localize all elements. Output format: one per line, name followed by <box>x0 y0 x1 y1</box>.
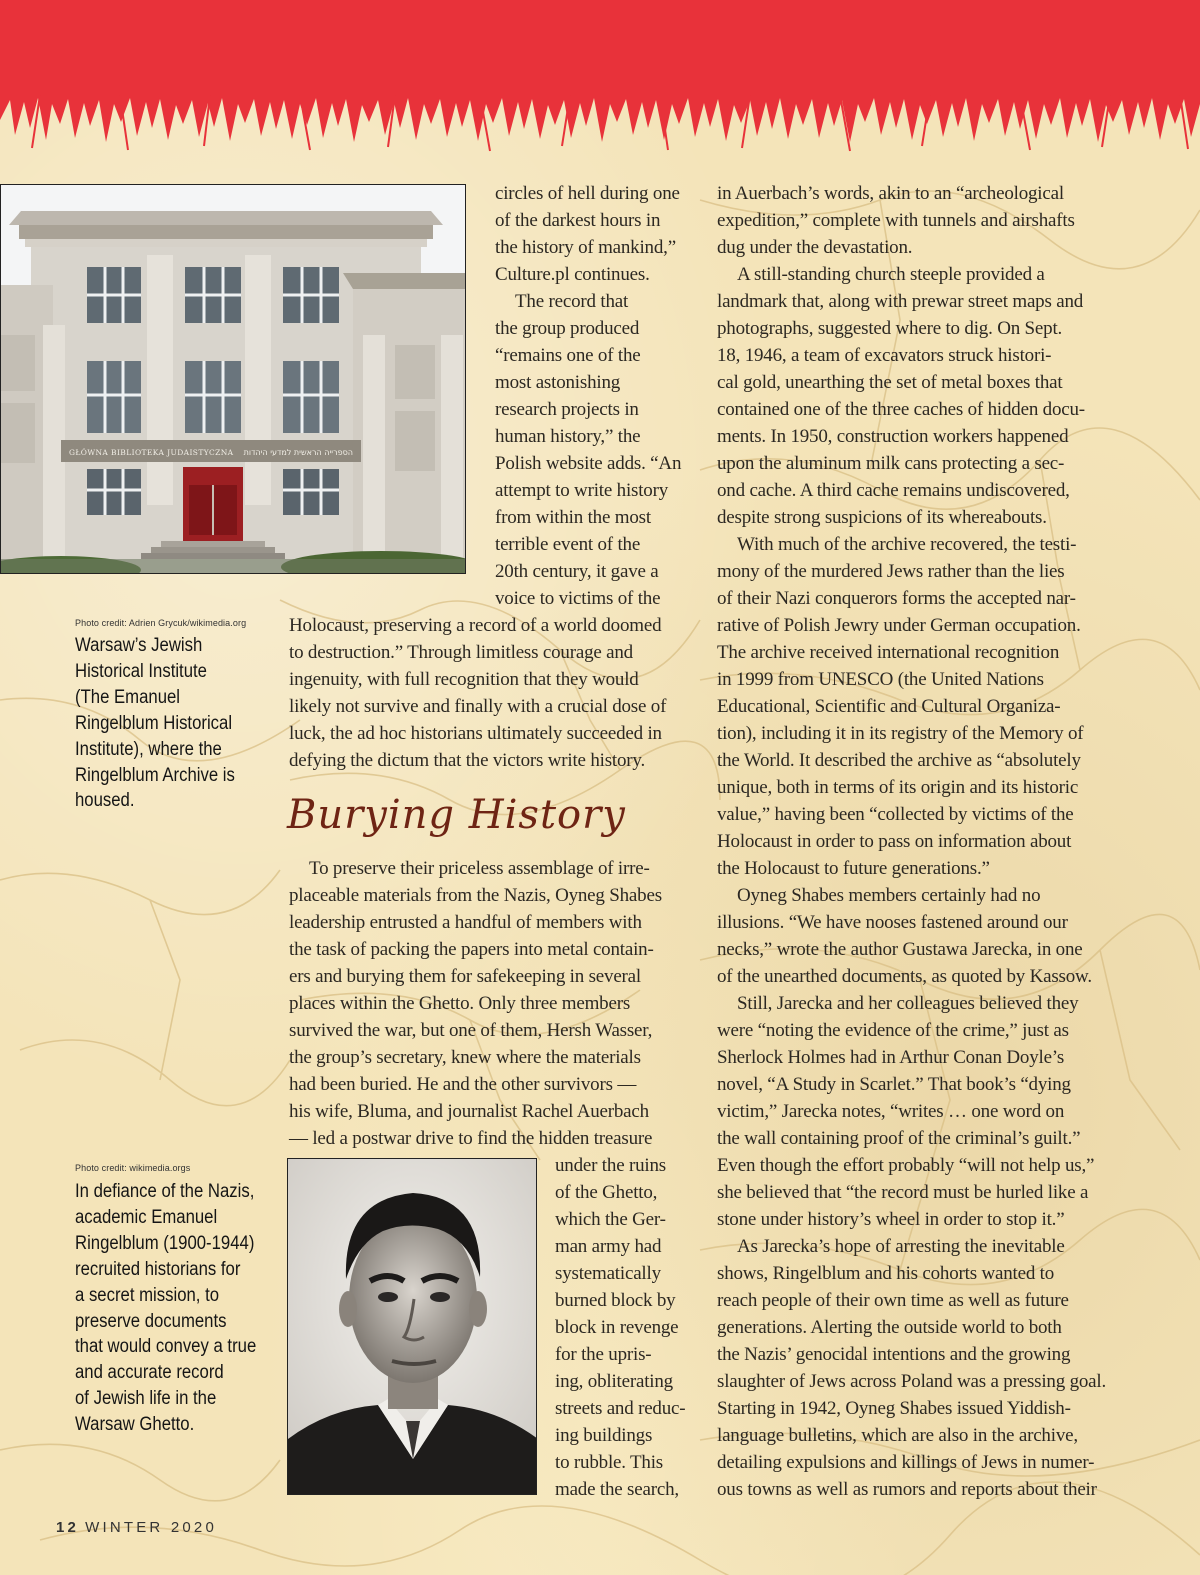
text-line: ments. In 1950, construction workers happened <box>717 426 1069 447</box>
column2-top-text <box>495 180 681 612</box>
text-line: most astonishing <box>495 372 621 393</box>
text-line: Holocaust, preserving a record of a world doomed <box>289 615 662 636</box>
text-line: landmark that, along with prewar street maps and <box>717 291 1084 312</box>
caption-line: housed. <box>75 790 135 812</box>
building-sign-hebrew: הספרייה הראשית למדעי היהדות <box>243 448 353 457</box>
text-line: leadership entrusted a handful of members with <box>289 912 642 933</box>
text-line: Oyneg Shabes members certainly had no <box>737 885 1041 906</box>
column3-text <box>717 180 1106 1503</box>
text-line: Holocaust in order to pass on information about <box>717 831 1072 852</box>
text-line: “remains one of the <box>495 345 641 366</box>
page-number: 12 <box>56 1519 80 1536</box>
text-line: 18, 1946, a team of excavators struck histori- <box>717 345 1052 366</box>
text-line: Educational, Scientific and Cultural Organiza- <box>717 696 1061 717</box>
text-line: Polish website adds. “An <box>495 453 682 474</box>
caption-line: Warsaw Ghetto. <box>75 1414 195 1436</box>
text-line: luck, the ad hoc historians ultimately succeeded in <box>289 723 662 744</box>
caption-line: preserve documents <box>75 1310 227 1332</box>
text-line: burned block by <box>555 1290 676 1311</box>
text-line: human history,” the <box>495 426 641 447</box>
text-line: for the upris- <box>555 1344 652 1365</box>
text-line: his wife, Bluma, and journalist Rachel Auerbach <box>289 1101 649 1122</box>
text-line: the task of packing the papers into metal contain- <box>289 939 654 960</box>
text-line: value,” having been “collected by victims of the <box>717 804 1074 825</box>
text-line: As Jarecka’s hope of arresting the inevitable <box>737 1236 1065 1257</box>
caption-institute <box>75 633 251 814</box>
caption-line: In defiance of the Nazis, <box>75 1181 255 1202</box>
text-line: The archive received international recognition <box>717 642 1060 663</box>
text-line: of their Nazi conquerors forms the accepted nar- <box>717 588 1076 609</box>
text-line: ing, obliterating <box>555 1371 673 1392</box>
text-line: tion), including it in its registry of the Memory of <box>717 723 1084 744</box>
text-line: the group produced <box>495 318 640 339</box>
text-line: Still, Jarecka and her colleagues believed they <box>737 993 1079 1014</box>
section-heading: Burying History <box>287 792 626 838</box>
text-line: of the unearthed documents, as quoted by Kassow. <box>717 966 1092 987</box>
caption-portrait <box>75 1179 277 1438</box>
text-line: of the Ghetto, <box>555 1182 658 1203</box>
text-line: systematically <box>555 1263 661 1284</box>
text-line: A still-standing church steeple provided a <box>737 264 1045 285</box>
text-line: victim,” Jarecka notes, “writes … one word on <box>717 1101 1065 1122</box>
text-line: — led a postwar drive to find the hidden treasure <box>289 1128 653 1149</box>
text-line: places within the Ghetto. Only three members <box>289 993 631 1014</box>
text-line: With much of the archive recovered, the testi- <box>737 534 1077 555</box>
caption-line: Ringelblum Archive is <box>75 764 235 786</box>
text-line: the wall containing proof of the criminal’s guilt.” <box>717 1128 1081 1149</box>
photo-credit-institute: Photo credit: Adrien Grycuk/wikimedia.org <box>75 618 247 628</box>
text-line: likely not survive and finally with a crucial dose of <box>289 696 667 717</box>
text-line: to rubble. This <box>555 1452 664 1473</box>
text-line: Sherlock Holmes had in Arthur Conan Doyle’s <box>717 1047 1065 1068</box>
caption-line: and accurate record <box>75 1362 224 1384</box>
text-line: Starting in 1942, Oyneg Shabes issued Yiddish- <box>717 1398 1071 1419</box>
text-line: ous towns as well as rumors and reports about their <box>717 1479 1097 1500</box>
text-line: contained one of the three caches of hidden docu- <box>717 399 1085 420</box>
text-line: ing buildings <box>555 1425 653 1446</box>
text-line: survived the war, but one of them, Hersh Wasser, <box>289 1020 653 1041</box>
text-line: streets and reduc- <box>555 1398 686 1419</box>
text-line: Culture.pl continues. <box>495 264 650 285</box>
text-line: placeable materials from the Nazis, Oyneg Shabes <box>289 885 662 906</box>
text-line: illusions. “We have nooses fastened around our <box>717 912 1068 933</box>
text-line: voice to victims of the <box>495 588 661 609</box>
text-line: ond cache. A third cache remains undiscovered, <box>717 480 1070 501</box>
text-line: block in revenge <box>555 1317 679 1338</box>
caption-line: Warsaw’s Jewish <box>75 635 203 656</box>
text-line: detailing expulsions and killings of Jews in numer- <box>717 1452 1095 1473</box>
text-line: defying the dictum that the victors write history. <box>289 750 646 771</box>
text-line: mony of the murdered Jews rather than the lies <box>717 561 1065 582</box>
text-line: reach people of their own time as well as future <box>717 1290 1069 1311</box>
text-line: the Holocaust to future generations.” <box>717 858 990 879</box>
text-line: terrible event of the <box>495 534 641 555</box>
text-line: to destruction.” Through limitless courage and <box>289 642 633 663</box>
text-line: she believed that “the record must be hurled like a <box>717 1182 1089 1203</box>
column2-burying-text <box>289 855 662 1152</box>
text-line: the group’s secretary, knew where the materials <box>289 1047 641 1068</box>
text-line: from within the most <box>495 507 651 528</box>
text-line: under the ruins <box>555 1155 666 1176</box>
text-line: which the Ger- <box>555 1209 666 1230</box>
text-line: photographs, suggested where to dig. On Sept. <box>717 318 1063 339</box>
red-grass-banner <box>0 0 1200 160</box>
caption-line: Ringelblum Historical <box>75 712 233 734</box>
column2-bottom-text <box>555 1152 685 1503</box>
text-line: of the darkest hours in <box>495 210 661 231</box>
text-line: the history of mankind,” <box>495 237 676 258</box>
text-line: dug under the devastation. <box>717 237 913 258</box>
text-line: upon the aluminum milk cans protecting a sec- <box>717 453 1065 474</box>
text-line: ingenuity, with full recognition that they would <box>289 669 639 690</box>
column2-mid-text <box>289 612 666 774</box>
caption-line: that would convey a true <box>75 1336 257 1358</box>
text-line: novel, “A Study in Scarlet.” That book’s “dying <box>717 1074 1071 1095</box>
text-line: stone under history’s wheel in order to stop it.” <box>717 1209 1065 1230</box>
text-line: attempt to write history <box>495 480 669 501</box>
text-line: despite strong suspicions of its whereabouts. <box>717 507 1047 528</box>
text-line: rative of Polish Jewry under German occupation. <box>717 615 1081 636</box>
ringelblum-portrait-photo <box>287 1158 537 1495</box>
photo-credit-portrait: Photo credit: wikimedia.orgs <box>75 1163 191 1173</box>
caption-line: of Jewish life in the <box>75 1388 217 1410</box>
text-line: circles of hell during one <box>495 183 680 204</box>
caption-line: Historical Institute <box>75 660 207 682</box>
caption-line: recruited historians for <box>75 1258 241 1280</box>
issue-label: WINTER 2020 <box>85 1519 217 1536</box>
text-line: in 1999 from UNESCO (the United Nations <box>717 669 1044 690</box>
text-line: the World. It described the archive as “absolutely <box>717 750 1081 771</box>
caption-line: Institute), where the <box>75 738 222 760</box>
text-line: man army had <box>555 1236 662 1257</box>
text-line: had been buried. He and the other survivors — <box>289 1074 637 1095</box>
page-footer <box>56 1519 217 1536</box>
caption-line: Ringelblum (1900-1944) <box>75 1232 255 1254</box>
text-line: 20th century, it gave a <box>495 561 659 582</box>
text-line: slaughter of Jews across Poland was a pressing goal. <box>717 1371 1107 1392</box>
text-line: the Nazis’ genocidal intentions and the growing <box>717 1344 1071 1365</box>
text-line: Even though the effort probably “will not help us,” <box>717 1155 1095 1176</box>
caption-line: a secret mission, to <box>75 1284 220 1306</box>
text-line: made the search, <box>555 1479 679 1500</box>
portrait-illustration <box>288 1159 537 1495</box>
building-sign-latin: GŁÓWNA BIBLIOTEKA JUDAISTYCZNA <box>69 448 234 457</box>
text-line: ers and burying them for safekeeping in several <box>289 966 641 987</box>
historical-institute-photo <box>0 184 466 574</box>
text-line: research projects in <box>495 399 639 420</box>
text-line: in Auerbach’s words, akin to an “archeological <box>717 183 1064 204</box>
caption-line: (The Emanuel <box>75 686 181 708</box>
caption-line: academic Emanuel <box>75 1206 218 1228</box>
text-line: expedition,” complete with tunnels and airshafts <box>717 210 1075 231</box>
text-line: unique, both in terms of its origin and its historic <box>717 777 1079 798</box>
text-line: cal gold, unearthing the set of metal boxes that <box>717 372 1063 393</box>
text-line: language bulletins, which are also in the archive, <box>717 1425 1078 1446</box>
text-line: The record that <box>515 291 629 312</box>
text-line: To preserve their priceless assemblage of irre- <box>309 858 650 879</box>
building-illustration <box>1 185 466 574</box>
text-line: generations. Alerting the outside world to both <box>717 1317 1062 1338</box>
text-line: shows, Ringelblum and his cohorts wanted to <box>717 1263 1055 1284</box>
text-line: were “noting the evidence of the crime,” just as <box>717 1020 1069 1041</box>
text-line: necks,” wrote the author Gustawa Jarecka, in one <box>717 939 1083 960</box>
